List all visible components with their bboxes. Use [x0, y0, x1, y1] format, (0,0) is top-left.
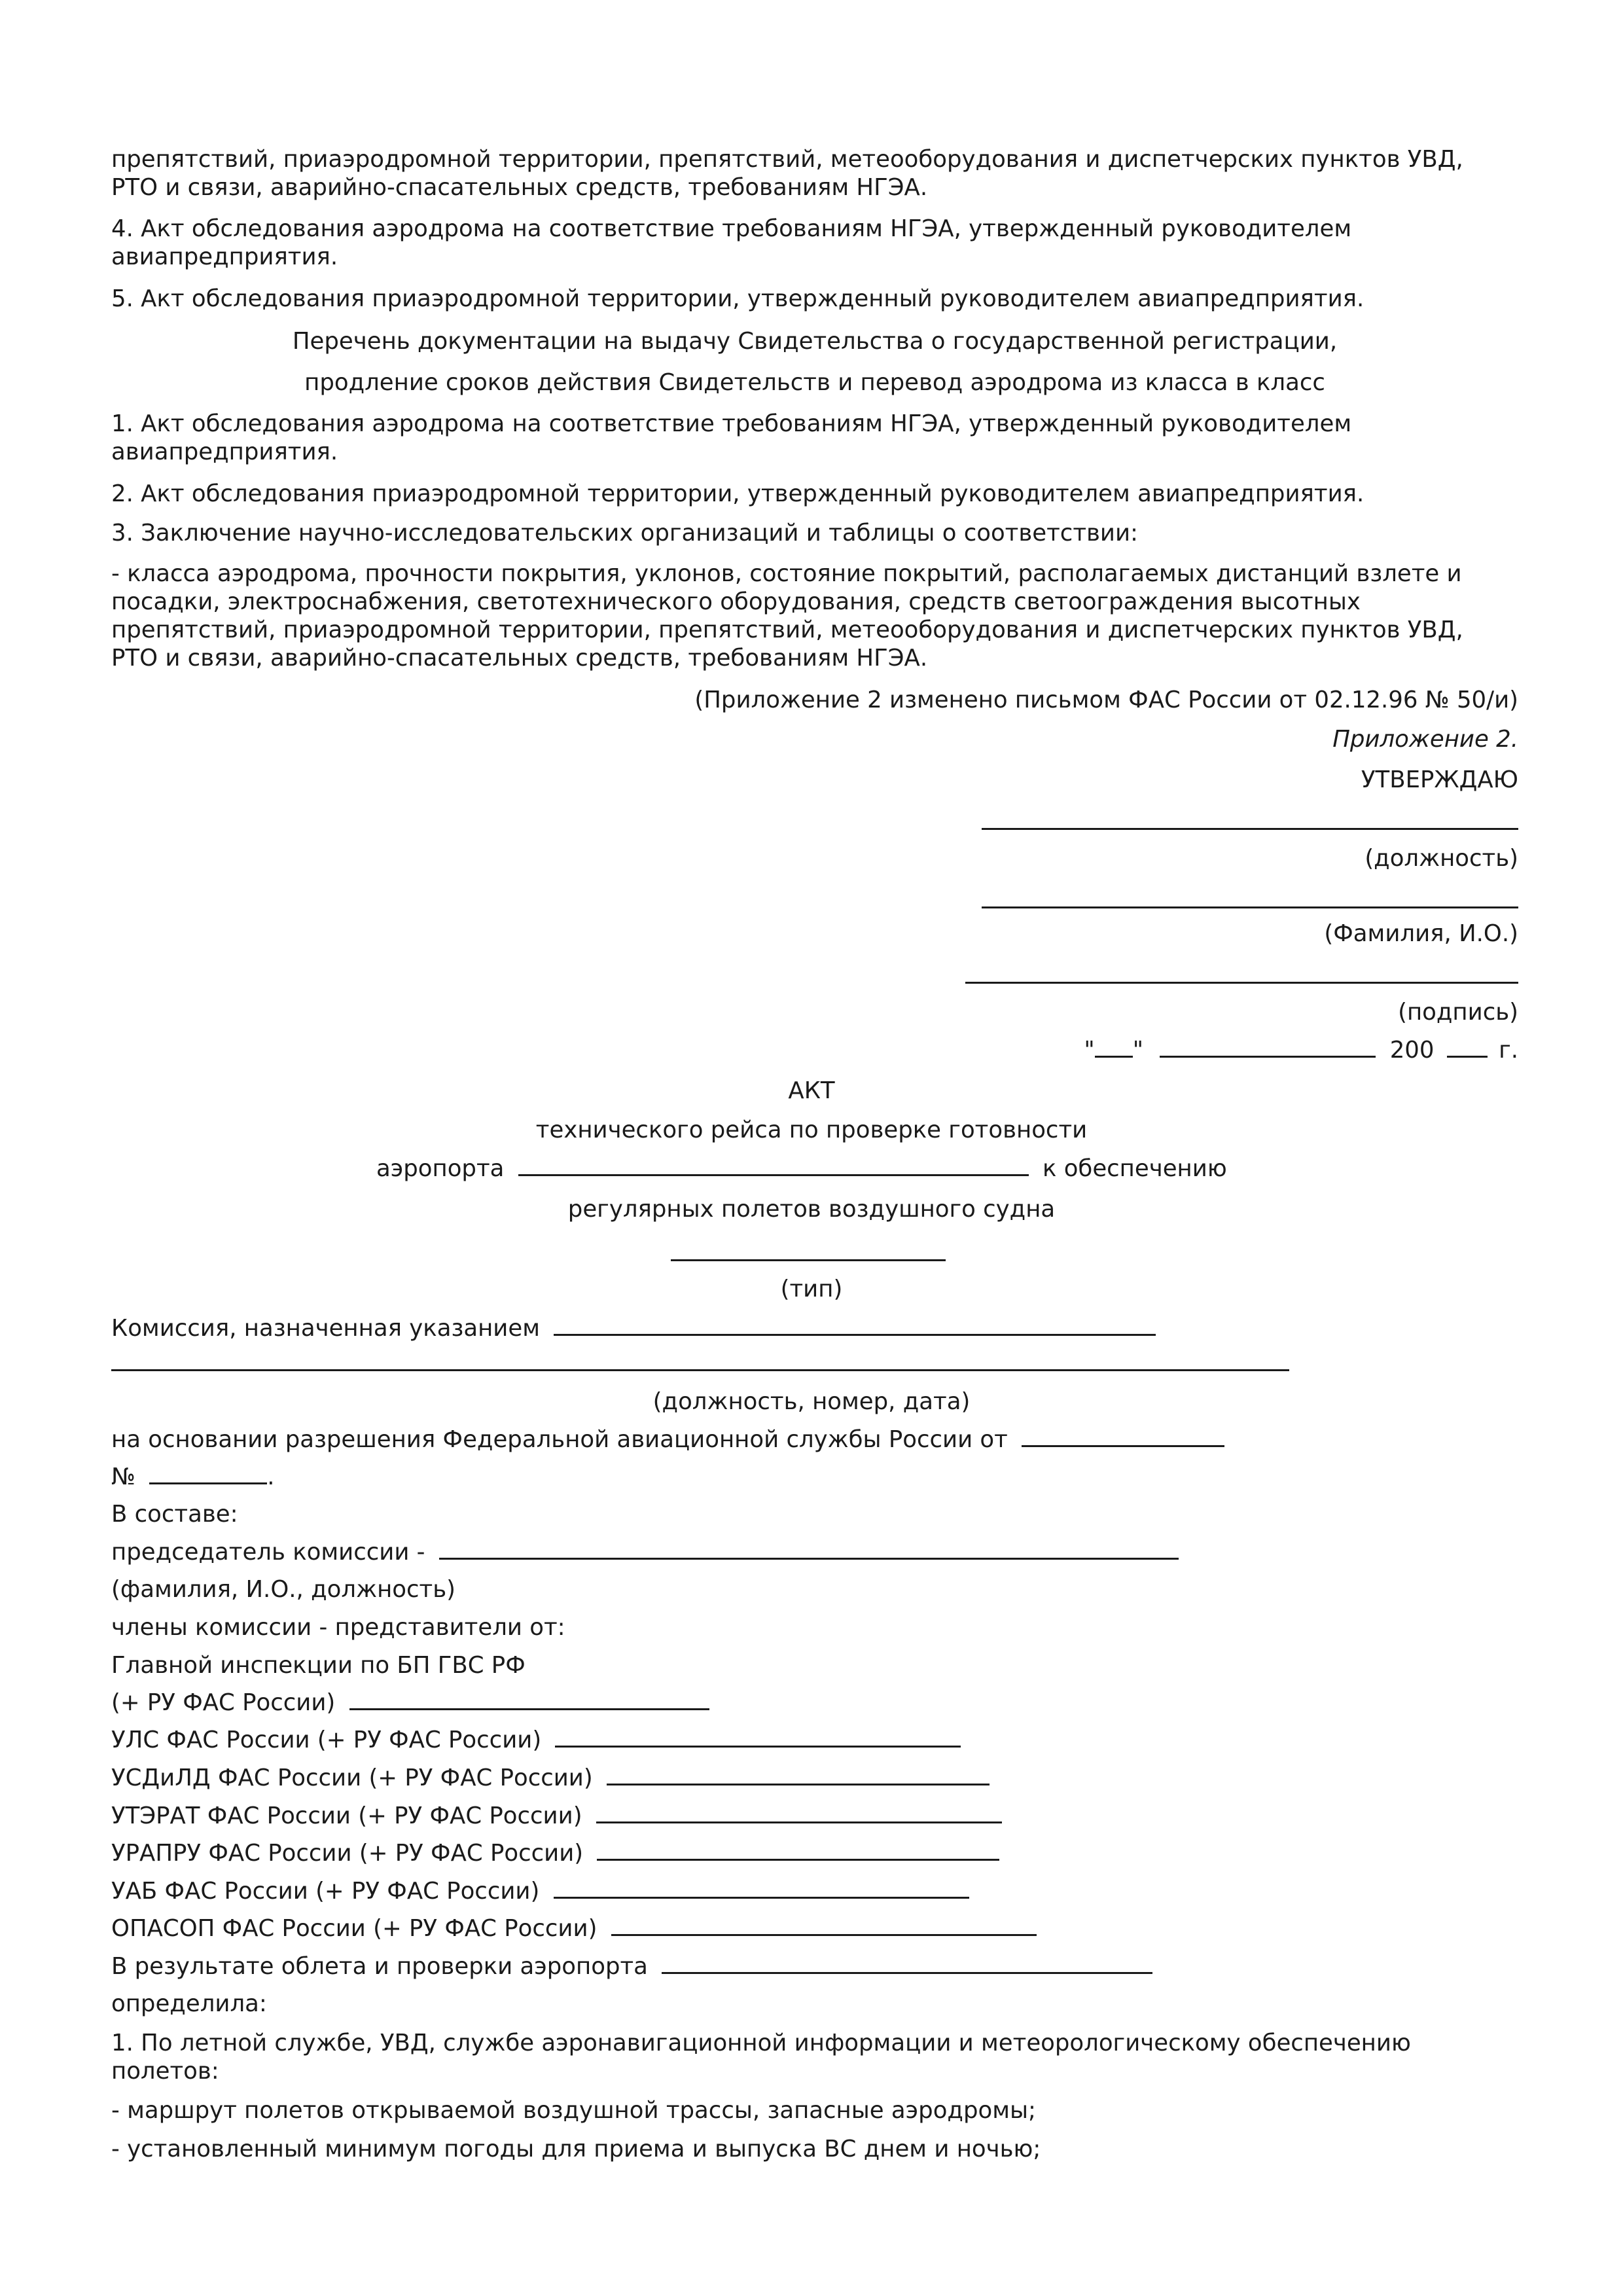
type-hint: (тип) — [780, 1276, 843, 1302]
position-line — [982, 828, 1518, 830]
result-line: В результате облета и проверки аэропорта — [111, 1952, 1518, 1981]
usdild-line: УСДиЛД ФАС России (+ РУ ФАС России) — [111, 1764, 1518, 1792]
dash-line-2: посадки, электроснабжения, светотехнического оборудования, средств светоограждения высотных — [111, 588, 1361, 615]
dash-line-4: РТО и связи, аварийно-спасательных средств, требованиям НГЭА. — [111, 645, 928, 672]
type-line — [671, 1259, 946, 1261]
date-line: " " 200 г. — [1084, 1037, 1518, 1064]
cont-line-1: препятствий, приаэродромной территории, препятствий, метеооборудования и диспетчерских пунктов УВД, — [111, 146, 1463, 173]
chairman-line: председатель комиссии - — [111, 1538, 1518, 1566]
item4-line-1: 4. Акт обследования аэродрома на соответствие требованиям НГЭА, утвержденный руководителем — [111, 215, 1352, 242]
cont-line-2: РТО и связи, аварийно-спасательных средств, требованиям НГЭА. — [111, 174, 928, 201]
dash-line-3: препятствий, приаэродромной территории, препятствий, метеооборудования и диспетчерских пунктов УВД, — [111, 617, 1463, 643]
uls-line: УЛС ФАС России (+ РУ ФАС России) — [111, 1726, 1518, 1754]
composition-label: В составе: — [111, 1501, 238, 1528]
name-hint: (Фамилия, И.О.) — [1324, 920, 1518, 947]
basis-line: на основании разрешения Федеральной авиационной службы России от — [111, 1426, 1518, 1454]
airport-line: аэропорта к обеспечению — [376, 1155, 1227, 1182]
list-item1-line-2: авиапредприятия. — [111, 439, 338, 465]
list-heading-2: продление сроков действия Свидетельств и перевод аэродрома из класса в класс — [304, 369, 1325, 396]
inspection-ru-line: (+ РУ ФАС России) — [111, 1689, 1518, 1717]
bullet-2: - установленный минимум погоды для приема и выпуска ВС днем и ночью; — [111, 2136, 1041, 2162]
commission-line-2 — [111, 1369, 1289, 1371]
list-item2: 2. Акт обследования приаэродромной территории, утвержденный руководителем авиапредприятия. — [111, 480, 1364, 507]
list-heading-1: Перечень документации на выдачу Свидетельства о государственной регистрации, — [292, 328, 1338, 355]
chairman-hint: (фамилия, И.О., должность) — [111, 1576, 455, 1603]
name-line — [982, 906, 1518, 908]
pos-num-date-hint: (должность, номер, дата) — [652, 1388, 971, 1415]
position-hint: (должность) — [1364, 845, 1518, 872]
list-item3: 3. Заключение научно-исследовательских организаций и таблицы о соответствии: — [111, 520, 1139, 547]
act-title: АКТ — [788, 1077, 835, 1104]
opasop-line: ОПАСОП ФАС России (+ РУ ФАС России) — [111, 1914, 1518, 1943]
inspection-label: Главной инспекции по БП ГВС РФ — [111, 1652, 526, 1679]
p1-line-1: 1. По летной службе, УВД, службе аэронавигационной информации и метеорологическому обеспечению — [111, 2030, 1411, 2056]
dash-line-1: - класса аэродрома, прочности покрытия, уклонов, состояние покрытий, располагаемых дистанций взлете и — [111, 560, 1462, 587]
act-subtitle-3: регулярных полетов воздушного судна — [567, 1196, 1056, 1223]
uab-line: УАБ ФАС России (+ РУ ФАС России) — [111, 1877, 1518, 1905]
list-item1-line-1: 1. Акт обследования аэродрома на соответствие требованиям НГЭА, утвержденный руководителем — [111, 410, 1352, 437]
bullet-1: - маршрут полетов открываемой воздушной трассы, запасные аэродромы; — [111, 2097, 1036, 2124]
signature-line — [965, 982, 1518, 984]
p1-line-2: полетов: — [111, 2058, 219, 2085]
act-subtitle-1: технического рейса по проверке готовности — [535, 1117, 1088, 1143]
uterat-line: УТЭРАТ ФАС России (+ РУ ФАС России) — [111, 1802, 1518, 1830]
item4-line-2: авиапредприятия. — [111, 243, 338, 270]
urapru-line: УРАПРУ ФАС России (+ РУ ФАС России) — [111, 1839, 1518, 1867]
signature-hint: (подпись) — [1398, 999, 1518, 1026]
determined-label: определила: — [111, 1990, 267, 2017]
appendix-label: Приложение 2. — [1332, 726, 1518, 753]
members-label: члены комиссии - представители от: — [111, 1614, 565, 1641]
amend-note: (Приложение 2 изменено письмом ФАС России от 02.12.96 № 50/и) — [694, 687, 1518, 713]
number-line: № . — [111, 1463, 275, 1490]
approve-label: УТВЕРЖДАЮ — [1361, 766, 1518, 793]
commission-line: Комиссия, назначенная указанием — [111, 1314, 1518, 1342]
item5: 5. Акт обследования приаэродромной территории, утвержденный руководителем авиапредприятия. — [111, 285, 1364, 312]
